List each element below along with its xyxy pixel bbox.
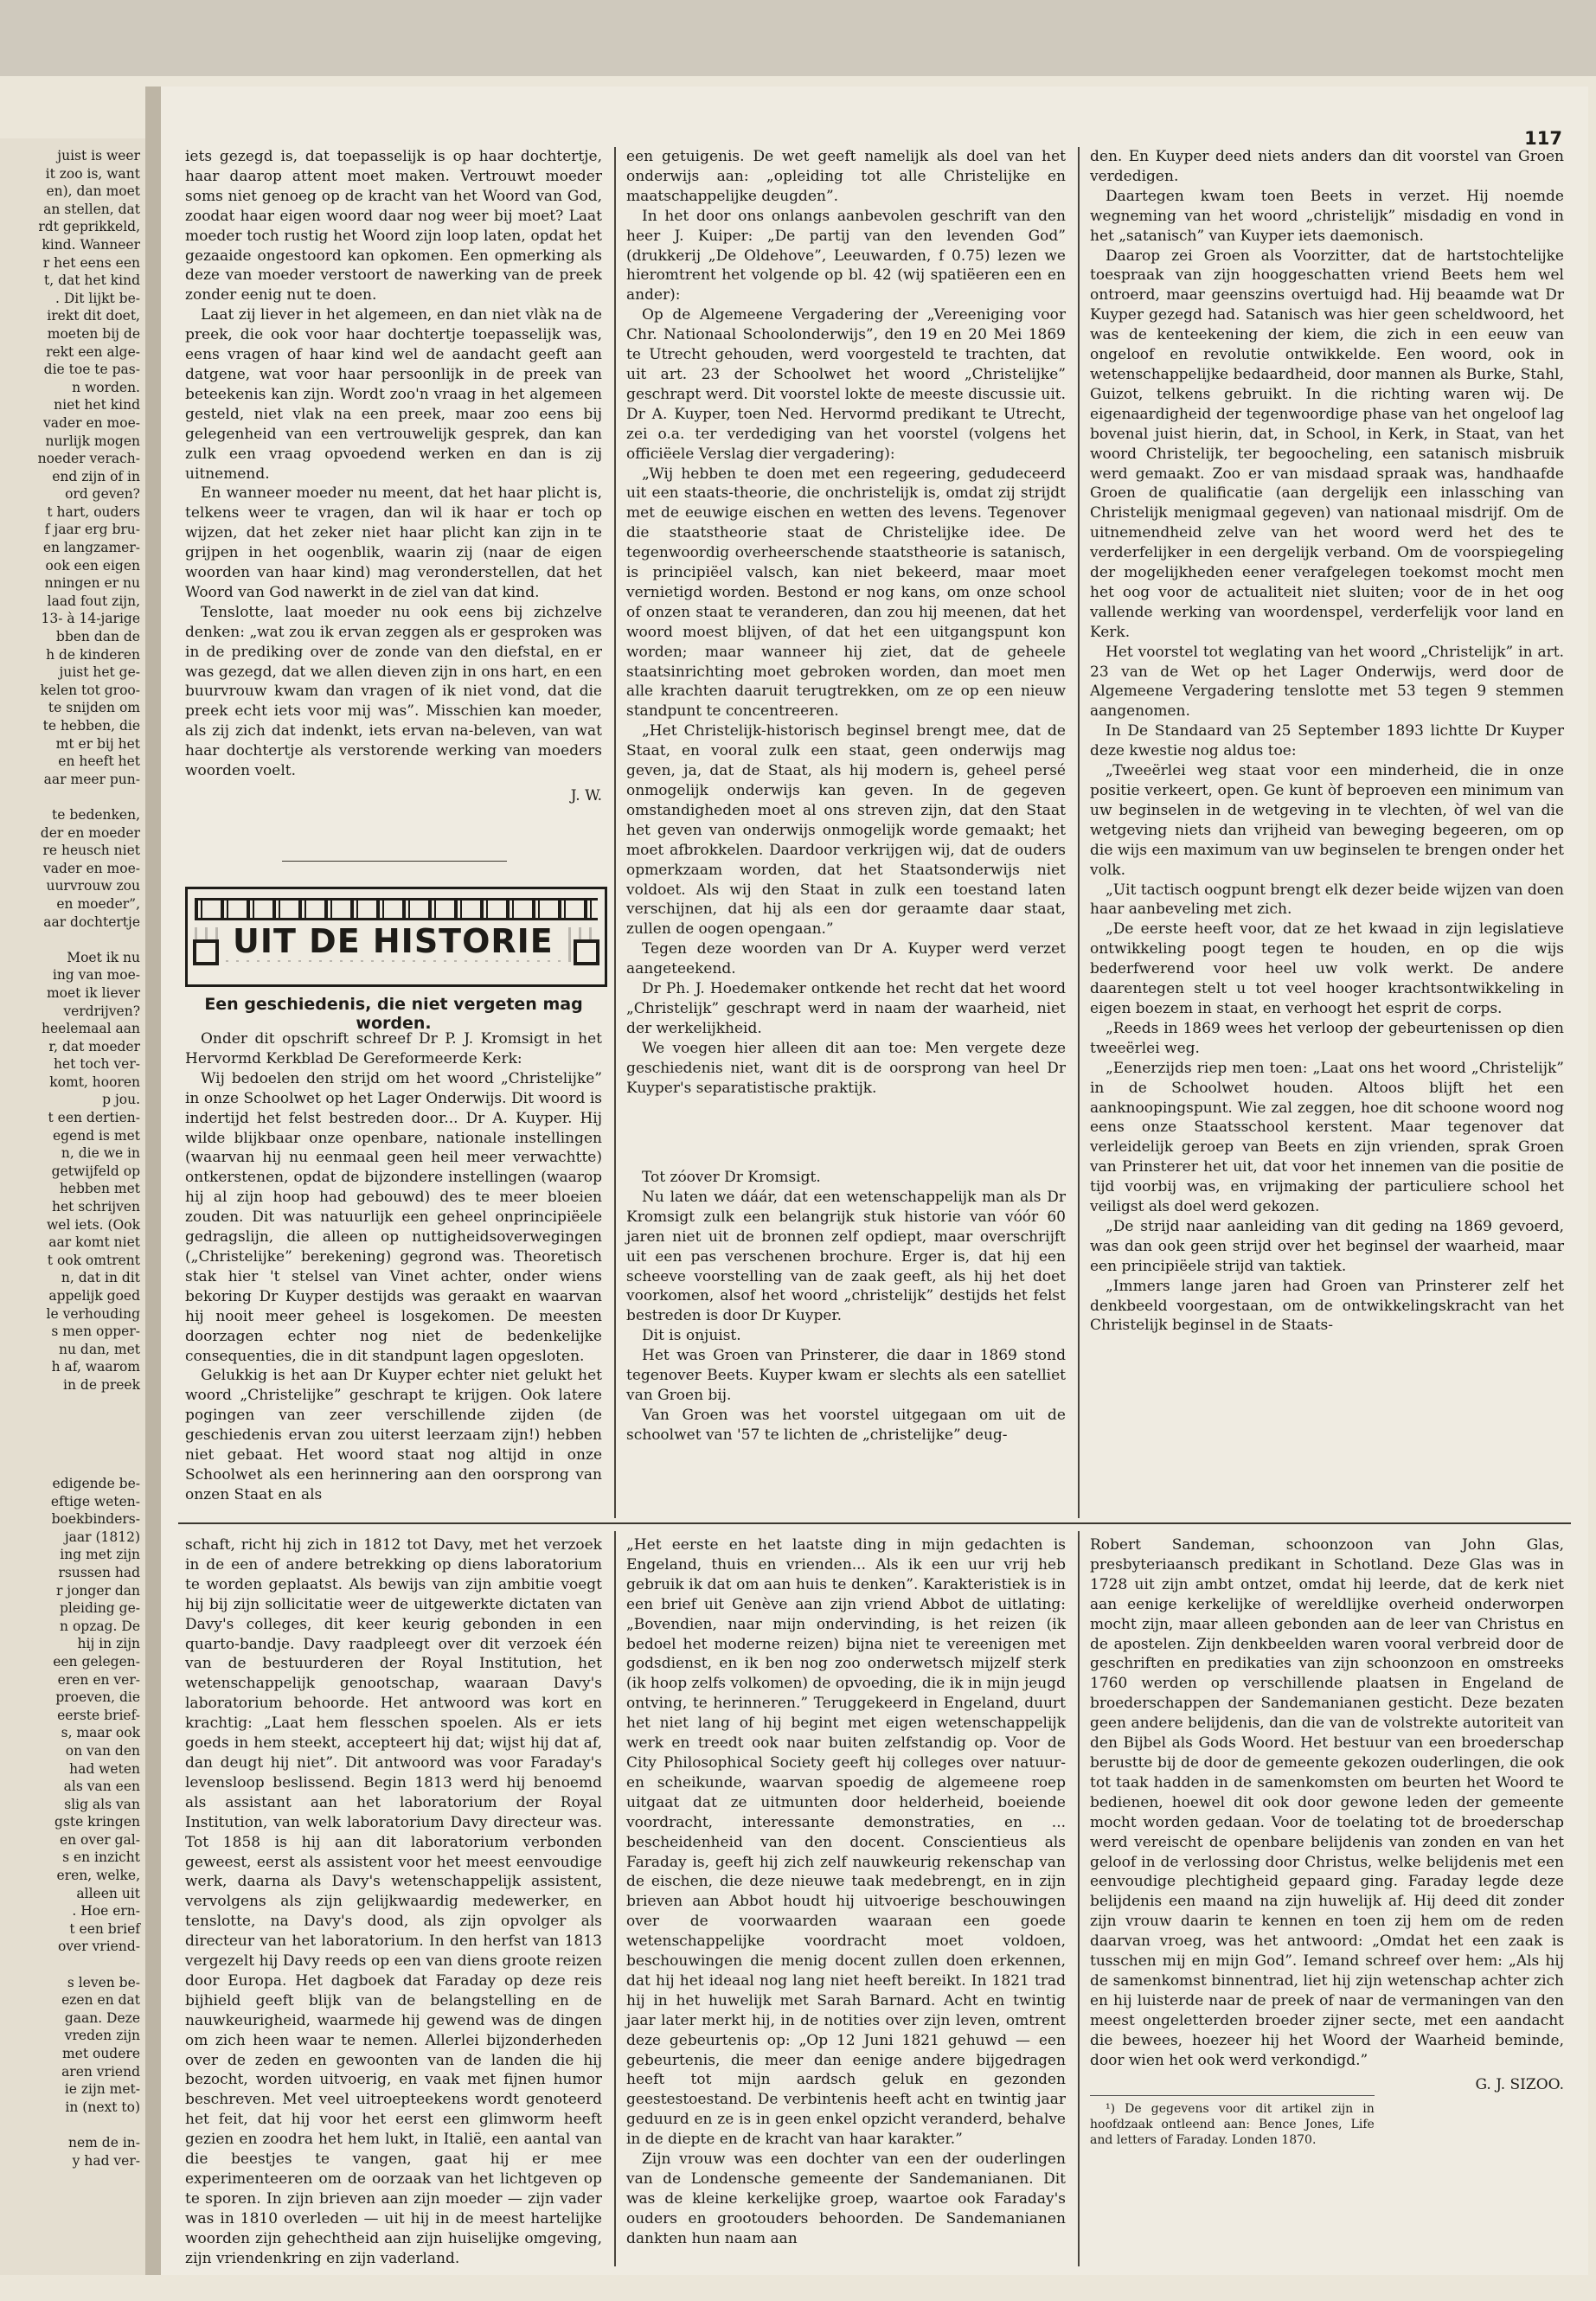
paragraph: Robert Sandeman, schoonzoon van John Glas, presbyteriaansch predikant in Schotland. Deze Glas was in 1728 uit zijn ambt ontzet, omdat hij leerde, dat de kerk niet aan eenige kerkelijke of wereldlijke overheid onderworpen mocht zijn, maar alleen gebonden aan de leer van Christus en de apostelen. Zijn denkbeelden waren vooral verbreid door de geschriften en predikaties van zijn schoonzoon en omstreeks 1760 werden op verschillende plaatsen in Engeland de broederschappen der Sandemanianen gesticht. Deze bezaten geen andere belijdenis, dan die van de volstrekte autoriteit van den Bijbel als Gods Woord. Het bestuur van een broederschap berustte bij de door de gemeente gekozen ouderlingen, die ook tot taak hadden in de samenkomsten om beurten het Woord te bedienen, hoewel dit ook door gewone leden der gemeente mocht worden gedaan. Voor de toelating tot de broederschap werd vereischt de openbare belijdenis van zonden en van het geloof in de verlossing door Christus, welke belijdenis met een eenvoudige plechtigheid gepaard ging. Faraday legde deze belijdenis een maand na zijn huwelijk af. Hij deed dit zonder zijn vrouw daarin te kennen en toen zij hem om de reden daarvan vroeg, was het antwoord: „Omdat het een zaak is tusschen mij en mijn God”. Iemand schreef over hem: „Als hij de samenkomst binnentrad, liet hij zijn wetenschap achter zich en hij luisterde naar de preek of naar de vermaningen van den meest ongeletterden broeder zijner secte, met een aandacht die bewees, hoezeer hij het Woord der Waarheid beminde, door wien het ook werd verkondigd.” xyxy=(1090,1536,1564,2069)
paragraph: Tot zóover Dr Kromsigt. xyxy=(642,1169,821,1186)
paragraph: „Wij hebben te doen met een regeering, gedudeceerd uit een staats-theorie, die onchristelijk is, omdat zij strijdt met de eeuwige eischen en wetten des levens. Tegenover die staatstheorie staat de Christelijke idee. De tegenwoordig overheerschende staatstheorie is satanisch, is principiëel valsch, kan niet bekeerd, maar moet vernietigd worden. Bestond er nog kans, om onze school of onzen staat te veranderen, dan zou hij meenen, dat het woord moest blijven, of dat het een uitgangspunt kon worden; maar wanneer hij ziet, dat de geheele staatsinrichting moet gebroken worden, dan moet men alle krachten daaruit terugtrekken, om ze op een nieuw standpunt te concentreeren. xyxy=(626,465,1066,721)
previous-page-edge xyxy=(0,138,147,2275)
newspaper-page xyxy=(161,87,1588,2275)
paragraph: Op de Algemeene Vergadering der „Vereeniging voor Chr. Nationaal Schoolonderwijs”, den 19 en 20 Mei 1869 te Utrecht gehouden, werd voorgesteld te trachten, dat uit art. 23 der Schoolwet het woord „Christelijke” geschrapt werd. Dit voorstel lokte de meeste discussie uit. Dr A. Kuyper, toen Ned. Hervormd predikant te Utrecht, zei o.a. ter verdediging van het voorstel (volgens het officiëele Verslag dier vergadering): xyxy=(626,306,1066,463)
paragraph: „De strijd naar aanleiding van dit geding na 1869 gevoerd, was dan ook geen strijd over het beginsel der waarheid, maar een principiëele strijd van taktiek. xyxy=(1090,1217,1564,1275)
paragraph: Tegen deze woorden van Dr A. Kuyper werd verzet aangeteekend. xyxy=(626,940,1066,978)
paragraph: Het voorstel tot weglating van het woord „Christelijk” in art. 23 van de Wet op het Lager Onderwijs, werd door de Algemeene Vergadering tenslotte met 53 tegen 9 stemmen aangenomen. xyxy=(1090,643,1564,721)
article-column-2-bottom xyxy=(626,1168,1066,1516)
paragraph: Onder dit opschrift schreef Dr P. J. Kromsigt in het Hervormd Kerkblad De Gereformeerde Kerk: xyxy=(185,1030,602,1067)
page-number: 117 xyxy=(1524,128,1562,149)
article-column-2-top xyxy=(626,147,1066,1159)
faraday-article-column-3 xyxy=(1090,1535,1564,2253)
footnote: ¹) De gegevens voor dit artikel zijn in hoofdzaak ontleend aan: Bence Jones, Life and letters of Faraday. Londen 1870. xyxy=(1090,2095,1375,2148)
faraday-article-column-1 xyxy=(185,1535,602,2267)
section-banner xyxy=(185,887,607,987)
column-rule xyxy=(614,1531,616,2266)
previous-page-fragments-top: juist is weer it zoo is, want en), dan moet an stellen, dat rdt geprikkeld, kind. Wanneer r het eens een t, dat het kind . Dit lijkt be- irekt dit doet, moeten bij de rekt een alge- die toe te pas- n worden. niet het kind vader en moe- nurlijk mogen noeder verach- end zijn of in ord geven? t hart, ouders f jaar erg bru- en langzamer- ook een eigen nningen er nu laad fout zijn, 13- à 14-jarige bben dan de h de kinderen juist het ge- kelen tot groo- te snijden om te hebben, die mt er bij het en heeft het aar meer pun- te bedenken, der en moeder re heusch niet vader en moe- uurvrouw zou en moeder”, aar dochtertje Moet ik nu ing van moe- moet ik liever verdrijven? heelemaal aan r, dat moeder het toch ver- komt, hooren p jou. t een dertien- egend is met n, die we in getwijfeld op hebben met het schrijven wel iets. (Ook aar komt niet t ook omtrent n, dat in dit appelijk goed le verhouding s men opper- nu dan, met h af, waarom in de preek xyxy=(37,148,140,1393)
paragraph: „Eenerzijds riep men toen: „Laat ons het woord „Christelijk” in de Schoolwet houden. Altoos blijft het een aanknoopingspunt. Wie zal zeggen, hoe dit schoone woord nog eens onze Staatsschool kerstent. Maar tegenover dat verleidelijk geroep van Beets en zijn vrienden, sprak Groen van Prinsterer het uit, dat voor het innemen van die positie de tijd voorbij was, en vrijmaking der particuliere school het veiligst als doel werd gekozen. xyxy=(1090,1059,1564,1216)
paragraph: „Het eerste en het laatste ding in mijn gedachten is Engeland, thuis en vrienden... Als ik een uur vrij heb gebruik ik dat om aan huis te denken”. Karakteristiek is in een brief uit Genève aan zijn vriend Abbot de uitlating: „Bovendien, naar mijn ondervinding, is het reizen (ik bedoel het moderne reizen) bijna niet te vereenigen met godsdienst, en ik ben nog zoo onderwetsch mijzelf sterk (ik hoop zelfs volkomen) de opvoeding, die ik in mijn jeugd ontving, te herinneren.” Teruggekeerd in Engeland, duurt het niet lang of hij begint met eigen wetenschappelijk werk en treedt ook naar buiten zelfstandig op. Voor de City Philosophical Society geeft hij colleges over natuur- en scheikunde, waarvan spoedig de algemeene roep uitgaat dat ze uitmunten door helderheid, boeiende voordracht, interessante demonstraties, en ... bescheidenheid van den docent. Conscientieus als Faraday is, geeft hij zich zelf nauwkeurig rekenschap van de eischen, die deze nieuwe taak medebrengt, en in zijn brieven aan Abbot houdt hij uitvoerige beschouwingen over de voorwaarden waaraan een goede wetenschappelijke voordracht moet voldoen, beschouwingen die menig docent zullen doen erkennen, dat hij het ideaal nog lang niet heeft bereikt. In 1821 trad hij in het huwelijk met Sarah Barnard. Acht en twintig jaar later merkt hij, in de notities over zijn leven, omtrent deze gebeurtenis op: „Op 12 Juni 1821 gehuwd — een gebeurtenis, die meer dan eenige andere bijgedragen heeft tot mijn aardsch geluk en gezonden geestestoestand. De verbintenis heeft acht en twintig jaar geduurd en ze is in geen enkel opzicht veranderd, behalve in de diepte en de kracht van haar karakter.” xyxy=(626,1536,1066,2149)
article-end-rule xyxy=(282,861,507,862)
banner-title: UIT DE HISTORIE xyxy=(222,922,564,960)
page-gutter xyxy=(145,87,161,2275)
author-signature: J. W. xyxy=(570,787,602,804)
paragraph: iets gezegd is, dat toepasselijk is op haar dochtertje, haar daarop attent moet maken. Vertrouwt moeder soms niet genoeg op de kracht van het Woord van God, zoodat haar eigen woord daar nog weer bij moet? Laat moeder toch rustig het Woord zijn loop laten, opdat het gezaaide ongestoord kan opkomen. Een opmerking als deze van moeder verstoort de nawerking van de preek zonder eenig nut te doen. xyxy=(185,148,602,304)
paragraph: Daarop zei Groen als Voorzitter, dat de hartstochtelijke toespraak van zijn hooggeschatten vriend Beets hem wel ontroerd, maar geenszins overtuigd had. Hij beaamde wat Dr Kuyper gezegd had. Satanisch was hier geen scheldwoord, het was de kenteekening der kiem, die zich in een eeuw van ongeloof en revolutie ontwikkelde. Een woord, ook in wetenschappelijke bedaardheid, door mannen als Burke, Stahl, Guizot, telkens gebruikt. In die richting waren wij. De eigenaardigheid der tegenwoordige phase van het ongeloof lag bovenal juist hierin, dat, in School, in Kerk, in Staat, van het woord Christelijk, ter begoocheling, een satanisch misbruik werd gemaakt. Zoo er van misdaad spraak was, handhaafde Groen de qualificatie (aan dergelijk een inlassching van Christelijk menigmaal gegeven) van nationaal misdrijf. Om de uitnemendheid zelve van het woord werd het des te verderfelijker in een dergelijk verband. Om de voorspiegeling der mogelijkheden eener verafgelegen toekomst mocht men het oog voor de actualiteit niet sluiten; voor de in het oog vallende werking van woordenspel, verderfelijk voor land en Kerk. xyxy=(1090,247,1564,641)
article-column-3 xyxy=(1090,147,1564,1516)
paragraph: Wij bedoelen den strijd om het woord „Christelijke” in onze Schoolwet op het Lager Onderwijs. Dit woord is indertijd het felst bestreden door... Dr A. Kuyper. Hij wilde blijkbaar onze openbare, nationale instellingen (waarvan hij nu eenmaal geen heil meer verwachtte) ontkerstenen, opdat de bijzondere instellingen (waarop hij al zijn hoop had gebouwd) des te meer bloeien zouden. Dit was natuurlijk een geheel onprincipiëele gedragslijn, die alleen op nuttigheidsoverwegingen („Christelijke” berekening) gegrond was. Theoretisch stak hier 't stelsel van Vinet achter, onder wiens bekoring Dr Kuyper destijds was geraakt en waarvan hij nooit meer geheel is losgekomen. De meesten doorzagen echter nog niet de bedenkelijke consequenties, die in dit standpunt lagen opgesloten. xyxy=(185,1069,602,1365)
paragraph: Het was Groen van Prinsterer, die daar in 1869 stond tegenover Beets. Kuyper kwam er slechts als een satelliet van Groen bij. xyxy=(626,1347,1066,1404)
banner-subtitle: Een geschiedenis, die niet vergeten mag worden. xyxy=(204,995,583,1033)
column-rule xyxy=(1078,1531,1080,2266)
paragraph: Tenslotte, laat moeder nu ook eens bij zichzelve denken: „wat zou ik ervan zeggen als er gesproken was in de prediking over de zonde van den diefstal, en er was gezegd, dat we allen dieven zijn in ons hart, en een buurvrouw kwam dan vragen of ik niet vond, dat die preek echt iets voor mij was”. Misschien kan moeder, als zij zich dat indenkt, iets ervan na-beleven, van wat haar dochtertje als verstorende werking van moeders woorden voelt. xyxy=(185,603,602,780)
banner-ornament xyxy=(195,898,598,920)
paragraph: Zijn vrouw was een dochter van een der ouderlingen van de Londensche gemeente der Sandemanianen. Dit was de kleine kerkelijke groep, waartoe ook Faraday's ouders en grootouders behoorden. De Sandemanianen dankten hun naam aan xyxy=(626,2150,1066,2247)
paragraph: In het door ons onlangs aanbevolen geschrift van den heer J. Kuiper: „De partij van den levenden God” (drukkerij „De Oldehove”, Leeuwarden, f 0.75) lezen we hieromtrent het volgende op bl. 42 (wij spatiëeren een en ander): xyxy=(626,207,1066,304)
paragraph: „Het Christelijk-historisch beginsel brengt mee, dat de Staat, en vooral zulk een staat, geen onderwijs mag geven, ja, dat de Staat, als hij modern is, geheel persé onmogelijk onderwijs kan geven. In de gegeven omstandigheden moet al ons streven zijn, dat den Staat het geven van onderwijs onmogelijk worde gemaakt; het moet afbrokkelen. Daardoor verkrijgen wij, dat de ouders opmerkzaam worden, dat het Staatsonderwijs niet voldoet. Als wij den Staat in zulk een toestand laten verschijnen, dat hij als een dor geraamte daar staat, zullen de oogen opengaan.” xyxy=(626,722,1066,939)
paragraph: Dit is onjuist. xyxy=(642,1327,741,1345)
column-rule xyxy=(614,147,616,1518)
author-signature: G. J. SIZOO. xyxy=(1475,2076,1564,2094)
section-divider xyxy=(178,1522,1571,1524)
paragraph: Gelukkig is het aan Dr Kuyper echter niet gelukt het woord „Christelijke” geschrapt te krijgen. Ook latere pogingen van zeer verschillende zijden (de geschiedenis ervan zou uiterst leerzaam zijn!) hebben niet gebaat. Het woord staat nog altijd in onze Schoolwet als een herinnering aan den oorsprong van onzen Staat en als xyxy=(185,1367,602,1503)
paragraph: „Tweeërlei weg staat voor een minderheid, die in onze positie verkeert, open. Ge kunt òf beproeven een minimum van uw beginselen in de wetgeving in te vlechten, òf wel van die wetgeving niets dan vrijheid van beweging begeeren, om op die wijs een maximum van uw beginselen te brengen onder het volk. xyxy=(1090,762,1564,879)
faraday-article-column-2 xyxy=(626,1535,1066,2253)
paragraph: „Reeds in 1869 wees het verloop der gebeurtenissen op dien tweeërlei weg. xyxy=(1090,1019,1564,1057)
previous-page-fragments-bottom: edigende be- eftige weten- boekbinders- jaar (1812) ing met zijn rsussen had r jonger dan pleiding ge- n opzag. De hij in zijn een gelegen- eren en ver- proeven, die eerste brief- s, maar ook on van den had weten als van een slig als van gste kringen en over gal- s en inzicht eren, welke, alleen uit . Hoe ern- t een brief over vriend- s leven be- ezen en dat gaan. Deze vreden zijn met oudere aren vriend ie zijn met- in (next to) nem de in- y had ver- xyxy=(50,1476,140,2169)
column-rule xyxy=(1078,147,1080,1518)
paragraph: „Uit tactisch oogpunt brengt elk dezer beide wijzen van doen haar aanbeveling met zich. xyxy=(1090,881,1564,919)
article-column-1-top xyxy=(185,147,602,856)
paragraph: „De eerste heeft voor, dat ze het kwaad in zijn legislatieve ontwikkeling poogt tegen te houden, en op die wijs bederfwerend voor heel uw volk werkt. De andere daarentegen stelt u tot veel hooger krachtsontwikkeling in eigen boezem in staat, en verhoogt het esprit de corps. xyxy=(1090,920,1564,1017)
paragraph: Daartegen kwam toen Beets in verzet. Hij noemde wegneming van het woord „christelijk” misdadig en vond in het „satanisch” van Kuyper iets daemonisch. xyxy=(1090,187,1564,245)
paragraph: Nu laten we dáár, dat een wetenschappelijk man als Dr Kromsigt zulk een belangrijk stuk historie van vóór 60 jaren niet uit de bronnen zelf opdiept, maar overschrijft uit een pas verschenen brochure. Erger is, dat hij een scheeve voorstelling van de zaak geeft, als hij het doet voorkomen, alsof het woord „christelijk” destijds het felst bestreden is door Dr Kuyper. xyxy=(626,1188,1066,1325)
paragraph: In De Standaard van 25 September 1893 lichtte Dr Kuyper deze kwestie nog aldus toe: xyxy=(1090,722,1564,760)
paragraph: Van Groen was het voorstel uitgegaan om uit de schoolwet van '57 te lichten de „christelijke” deug- xyxy=(626,1406,1066,1444)
paragraph: den. En Kuyper deed niets anders dan dit voorstel van Groen verdedigen. xyxy=(1090,148,1564,185)
paragraph: Laat zij liever in het algemeen, en dan niet vlàk na de preek, die ook voor haar dochtertje toepasselijk was, eens vragen of haar kind wel de aandacht geeft aan datgene, wat voor haar persoonlijk in de preek van beteekenis kan zijn. Wordt zoo'n vraag in het algemeen gesteld, niet vlak na een preek, maar zoo eens bij gelegenheid van een vertrouwelijk gesprek, dan kan zulk een vraag opvoedend werken en dan is zij uitnemend. xyxy=(185,306,602,483)
paragraph: Dr Ph. J. Hoedemaker ontkende het recht dat het woord „Christelijk” geschrapt werd in naam der waarheid, niet der werkelijkheid. xyxy=(626,980,1066,1037)
paragraph: „Immers lange jaren had Groen van Prinsterer zelf het denkbeeld voorgestaan, om de ontwikkelingskracht van het Christelijk beginsel in de Staats- xyxy=(1090,1277,1564,1335)
paragraph: schaft, richt hij zich in 1812 tot Davy, met het verzoek in de een of andere betrekking op diens laboratorium te worden geplaatst. Als bewijs van zijn ambitie voegt hij bij zijn sollicitatie weer de uitgewerkte dictaten van Davy's colleges, dit keer keurig gebonden in een quarto-bandje. Davy raadpleegt over dit verzoek één van de bestuurderen der Royal Institution, het wetenschappelijk genootschap, waaraan Davy's laboratorium behoorde. Het antwoord was kort en krachtig: „Laat hem flesschen spoelen. Als er iets goeds in hem steekt, accepteert hij dat; wijst hij dat af, dan deugt hij niet”. Dit antwoord was voor Faraday's levensloop beslissend. Begin 1813 werd hij benoemd als assistant aan het laboratorium der Royal Institution, van welk laboratorium Davy directeur was. Tot 1858 is hij aan dit laboratorium verbonden geweest, eerst als assistent voor het meest eenvoudige werk, daarna als Davy's wetenschappelijk assistent, vervolgens als zijn gelijkwaardig medewerker, en tenslotte, na Davy's dood, als zijn opvolger als directeur van het laboratorium. In den herfst van 1813 vergezelt hij Davy reeds op een van diens groote reizen door Europa. Het dagboek dat Faraday op deze reis bijhield geeft blijk van de belangstelling en de nauwkeurigheid, waarmede hij gewend was de dingen om zich heen waar te nemen. Allerlei bijzonderheden over de zeden en gewoonten van de landen die hij bezocht, worden uitvoerig, en vaak met fijnen humor beschreven. Met veel uitroepteekens wordt genoteerd het feit, dat hij voor het eerst een glimworm heeft gezien en zoodra het hem lukt, in Italië, een aantal van die beestjes te vangen, gaat hij er mee experimenteeren om de oorzaak van het lichtgeven op te sporen. In zijn brieven aan zijn moeder — zijn vader was in 1810 overleden — uit hij in de meest hartelijke woorden zijn gehechtheid aan zijn huiselijke omgeving, zijn vriendenkring en zijn vaderland. xyxy=(185,1536,602,2267)
paragraph: We voegen hier alleen dit aan toe: Men vergete deze geschiedenis niet, want dit is de oorsprong van heel Dr Kuyper's separatistische praktijk. xyxy=(626,1039,1066,1097)
banner-corner xyxy=(574,939,599,965)
article-column-1-history xyxy=(185,1029,602,1516)
banner-corner xyxy=(193,939,219,965)
paragraph: een getuigenis. De wet geeft namelijk als doel van het onderwijs aan: „opleiding tot alle Christelijke en maatschappelijke deugden”. xyxy=(626,148,1066,205)
paragraph: En wanneer moeder nu meent, dat het haar plicht is, telkens weer te vragen, dan wil ik haar er toch op wijzen, dat het zeker niet haar plicht kan zijn in te grijpen in het oogenblik, waarin zij (naar de eigen woorden van haar kind) mag veronderstellen, dat het Woord van God nawerkt in de ziel van dat kind. xyxy=(185,484,602,601)
